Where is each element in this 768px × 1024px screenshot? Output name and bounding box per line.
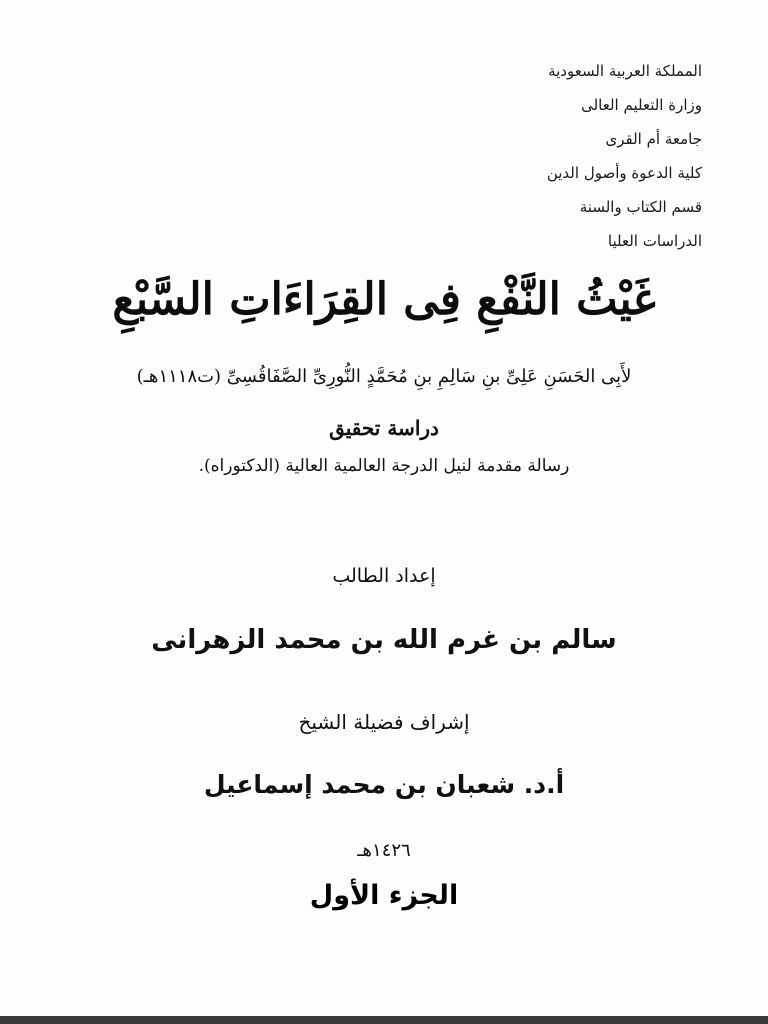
hijri-year: ١٤٢٦هـ xyxy=(357,840,411,861)
book-author: لأَبِى الحَسَنِ عَلِىِّ بنِ سَالِمِ بنِ مُحَمَّدٍ النُّورِىِّ الصَّفَاقُسِىِّ (ت١١١٨هـ) xyxy=(136,366,632,387)
institution-college: كلية الدعوة وأصول الدين xyxy=(546,164,702,182)
institution-studies: الدراسات العليا xyxy=(607,232,702,250)
institution-kingdom: المملكة العربية السعودية xyxy=(548,62,702,80)
supervisor-name: أ.د. شعبان بن محمد إسماعيل xyxy=(203,770,565,799)
prepared-by-label: إعداد الطالب xyxy=(332,565,436,587)
institution-university: جامعة أم القرى xyxy=(605,130,702,148)
supervisor-label: إشراف فضيلة الشيخ xyxy=(298,710,470,734)
institution-ministry: وزارة التعليم العالى xyxy=(581,96,702,114)
book-title: غَيْثُ النَّفْعِ فِى القِرَاءَاتِ السَّبْعِ xyxy=(112,274,656,325)
scan-bottom-edge xyxy=(0,1016,768,1024)
institution-department: قسم الكتاب والسنة xyxy=(579,198,702,216)
study-type: دراسة تحقيق xyxy=(329,416,439,440)
thesis-note: رسالة مقدمة لنيل الدرجة العالمية العالية (الدكتوراه). xyxy=(198,456,570,476)
volume-part: الجزء الأول xyxy=(309,880,459,911)
student-name: سالم بن غرم الله بن محمد الزهرانى xyxy=(151,625,617,655)
